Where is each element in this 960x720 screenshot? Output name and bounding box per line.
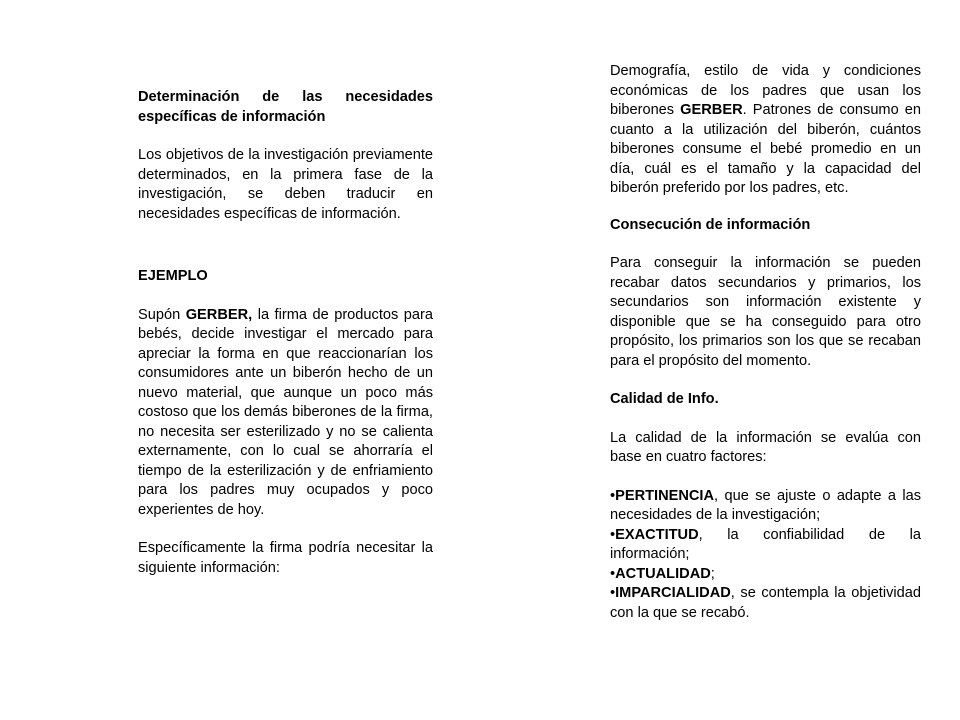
demography-paragraph <box>610 62 921 199</box>
factor-description: ; <box>710 565 715 582</box>
factor-description: , la confiabilidad de la información; <box>610 526 921 562</box>
example-pre-text: Supón <box>138 306 186 323</box>
factor-description: , que se ajuste o adapte a las necesidades de la investigación; <box>610 487 921 523</box>
factor-term: PERTINENCIA <box>615 487 715 504</box>
quality-heading: Calidad de Info. <box>610 391 719 407</box>
factor-term: EXACTITUD <box>615 526 699 543</box>
example-brand: GERBER, <box>185 306 253 323</box>
factor-item <box>610 565 921 585</box>
left-column <box>138 88 433 578</box>
bullet-icon: • <box>610 585 616 601</box>
factor-item <box>610 584 921 623</box>
example-post-text: la firma de productos para bebés, decide investigar el mercado para apreciar la forma en que reaccionarían los consumidores ante un biberón hecho de un nuevo material, que aunque un poco más costoso que los demás biberones de la firma, no necesita ser esterilizado y no se calienta externamente, con lo cual se ahorraría el tiempo de la esterilización y de enfriamiento para los padres muy ocupados y poco experientes de hoy. <box>138 306 433 518</box>
section-heading-needs: Determinación de las necesidades específicas de información <box>138 89 433 125</box>
bullet-icon: • <box>610 565 616 582</box>
factor-term: IMPARCIALIDAD <box>615 585 731 601</box>
example-heading: EJEMPLO <box>138 268 208 284</box>
demography-brand: GERBER <box>680 102 743 118</box>
example-paragraph <box>138 306 433 521</box>
factor-item <box>610 487 921 526</box>
factor-description: , se contempla la objetividad con la que se recabó. <box>610 585 921 621</box>
acquisition-paragraph: Para conseguir la información se pueden recabar datos secundarios y primarios, los secundarios son información existente y disponible que se ha conseguido para otro propósito, los primarios son los que se recaban para el propósito del momento. <box>610 255 921 369</box>
demography-pre-text: Demografía, estilo de vida y condiciones económicas de los padres que usan los biberones <box>610 63 921 118</box>
factor-item <box>610 526 921 565</box>
quality-paragraph: La calidad de la información se evalúa con base en cuatro factores: <box>610 429 921 465</box>
acquisition-heading: Consecución de información <box>610 216 811 233</box>
bullet-icon: • <box>610 526 616 543</box>
intro-paragraph: Los objetivos de la investigación previamente determinados, en la primera fase de la investigación, se deben traducir en necesidades específicas de información. <box>138 147 433 222</box>
right-column <box>610 62 921 623</box>
closing-paragraph: Específicamente la firma podría necesitar la siguiente información: <box>138 540 433 576</box>
quality-factors-list <box>610 487 921 624</box>
factor-term: ACTUALIDAD <box>615 565 711 582</box>
bullet-icon: • <box>610 487 616 504</box>
demography-post-text: . Patrones de consumo en cuanto a la utilización del biberón, cuántos biberones consume el bebé promedio en un día, cuál es el tamaño y la capacidad del biberón preferido por los padres, etc. <box>610 102 921 196</box>
